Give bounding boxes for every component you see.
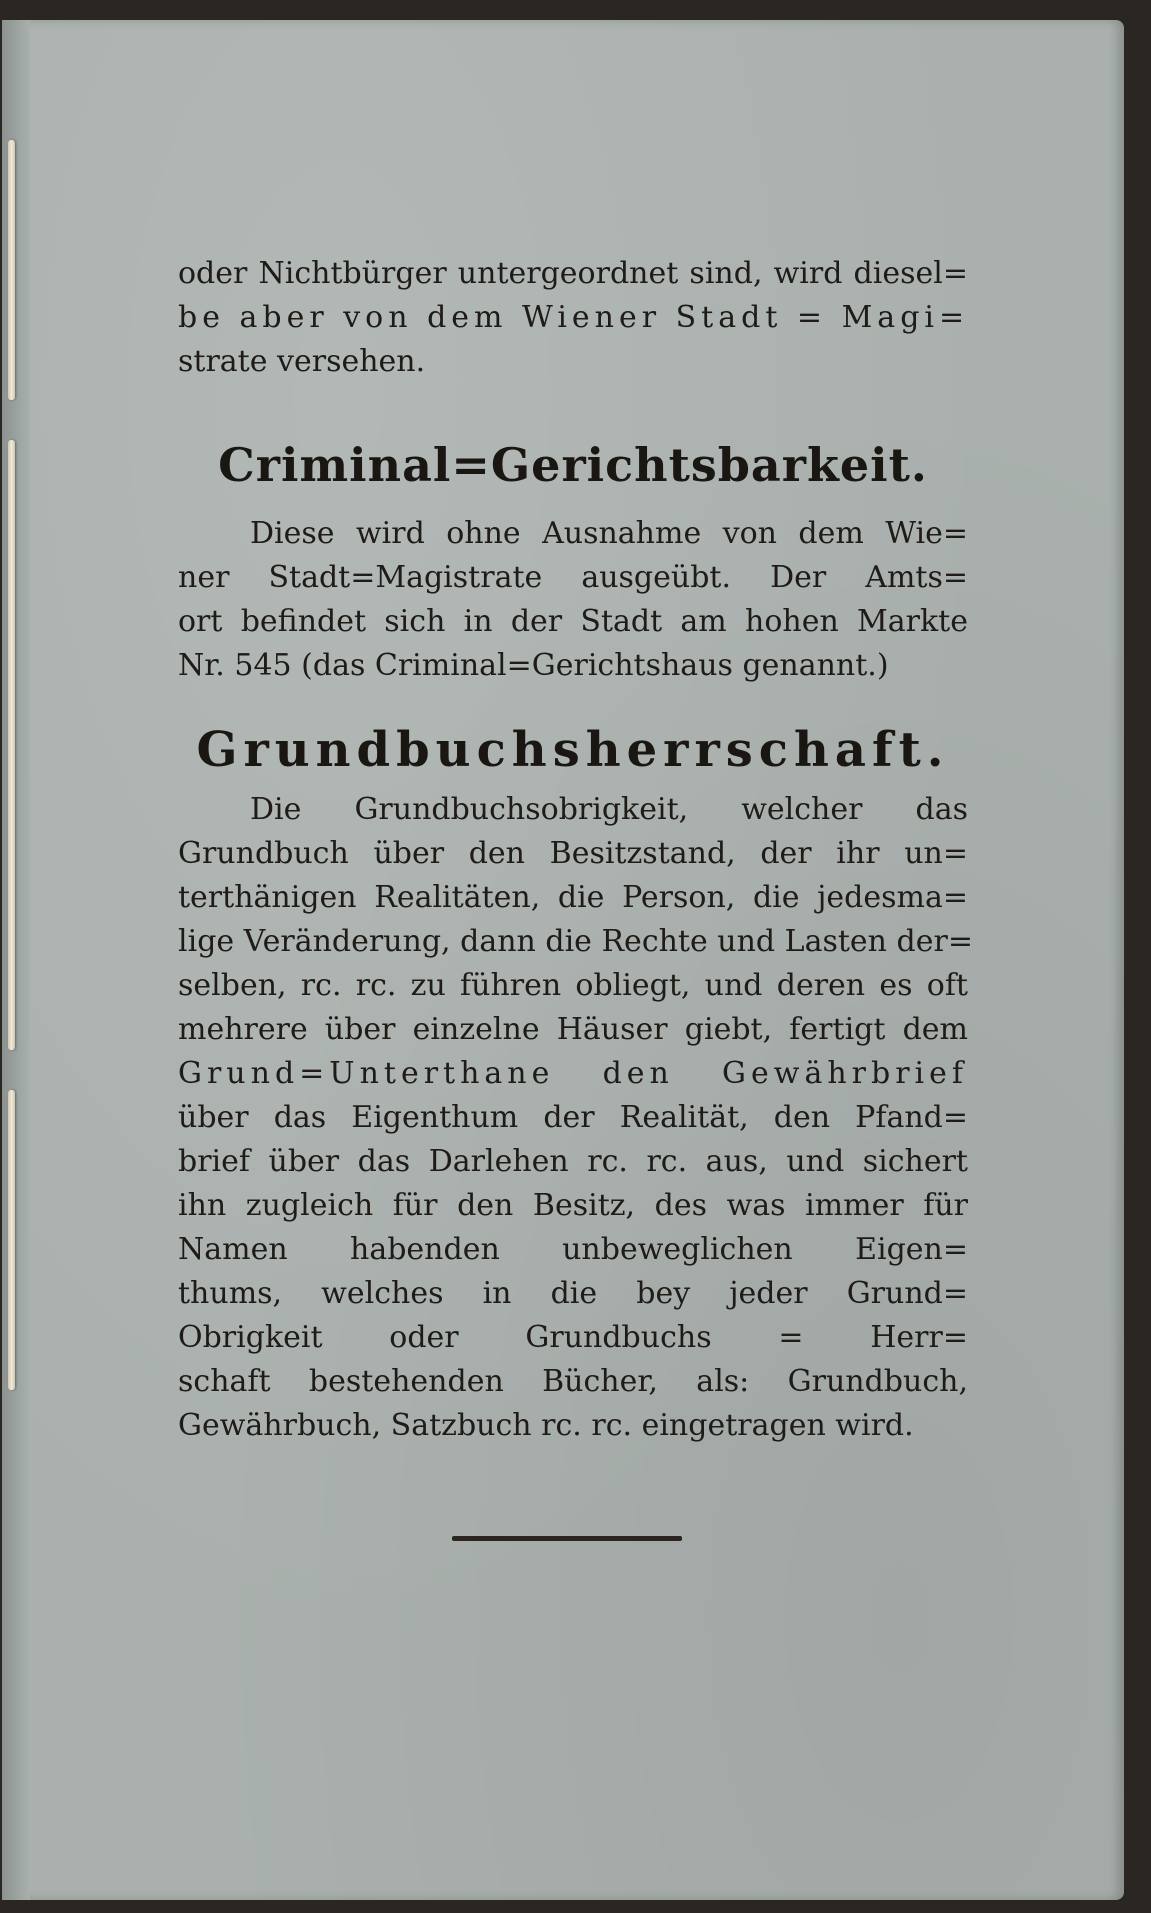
text-line: strate versehen. <box>178 344 426 379</box>
text-line: ort befindet sich in der Stadt am hohen Markte <box>178 604 968 639</box>
text-line: Namen habenden unbeweglichen Eigen= <box>178 1232 968 1267</box>
text-line: terthänigen Realitäten, die Person, die jedesma= <box>178 880 968 915</box>
binding-thread-top <box>8 140 15 400</box>
text-line: Grund=Unterthane den Gewährbrief <box>178 1056 968 1091</box>
end-rule <box>452 1536 682 1541</box>
book-page <box>2 20 1124 1900</box>
binding-thread-middle <box>8 440 15 1050</box>
binding-thread-bottom <box>8 1090 15 1390</box>
book-spine <box>2 20 30 1900</box>
section-heading-grundbuch: Grundbuchsherrschaft. <box>196 722 950 778</box>
text-line: Gewährbuch, Satzbuch rc. rc. eingetragen wird. <box>178 1408 914 1443</box>
text-line: thums, welches in die bey jeder Grund= <box>178 1276 968 1311</box>
text-line: brief über das Darlehen rc. rc. aus, und sichert <box>178 1144 968 1179</box>
text-line: mehrere über einzelne Häuser giebt, fertigt dem <box>178 1012 968 1047</box>
text-line: Diese wird ohne Ausnahme von dem Wie= <box>250 516 968 551</box>
paragraph-criminal <box>178 512 968 688</box>
text-line: Grundbuch über den Besitzstand, der ihr un= <box>178 836 968 871</box>
text-line: selben, rc. rc. zu führen obliegt, und deren es oft <box>178 968 968 1003</box>
text-line: ner Stadt=Magistrate ausgeübt. Der Amts= <box>178 560 968 595</box>
text-line: oder Nichtbürger untergeordnet sind, wird diesel= <box>178 256 968 291</box>
text-line: über das Eigenthum der Realität, den Pfand= <box>178 1100 968 1135</box>
text-line: lige Veränderung, dann die Rechte und Lasten der= <box>178 924 973 959</box>
text-line: be aber von dem Wiener Stadt = Magi= <box>178 300 970 335</box>
paragraph-grundbuch <box>178 788 973 1448</box>
paragraph-continuation <box>178 252 968 384</box>
section-heading-criminal: Criminal=Gerichtsbarkeit. <box>218 438 928 492</box>
text-line: Nr. 545 (das Criminal=Gerichtshaus genannt.) <box>178 648 889 683</box>
text-line: Die Grundbuchsobrigkeit, welcher das <box>250 792 968 827</box>
text-line: ihn zugleich für den Besitz, des was immer für <box>178 1188 968 1223</box>
page-text <box>178 252 973 1448</box>
text-line: schaft bestehenden Bücher, als: Grundbuch, <box>178 1364 968 1399</box>
text-line: Obrigkeit oder Grundbuchs = Herr= <box>178 1320 968 1355</box>
